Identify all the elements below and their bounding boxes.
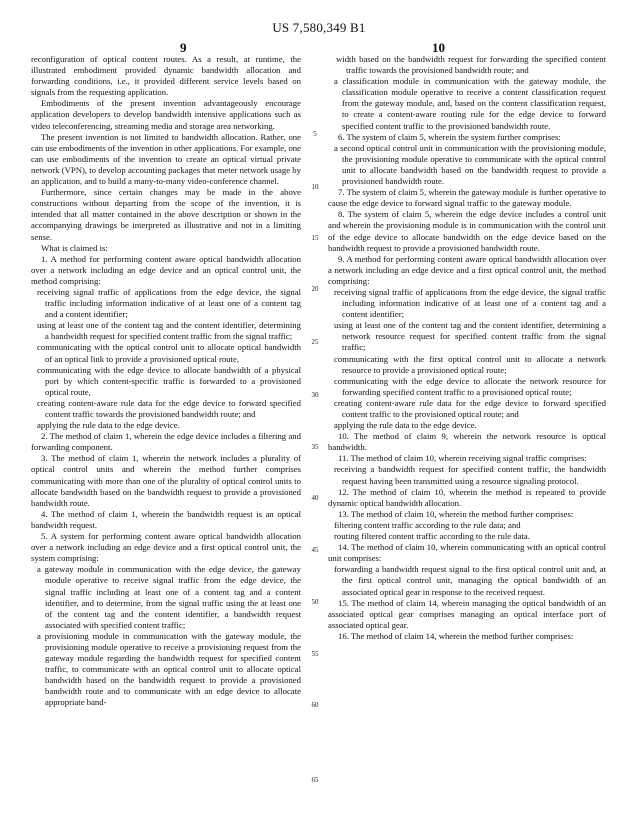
line-number: 35: [311, 443, 319, 451]
claim-step: width based on the bandwidth request for forwarding the specified content traffic towards the provisioned bandwidth route; and: [336, 54, 606, 76]
line-number: 10: [311, 183, 319, 191]
claim: 5. A system for performing content aware optical bandwidth allocation over a network including an edge device and a first optical control unit, the system comprising:: [31, 531, 301, 564]
right-text-column: [328, 54, 606, 642]
page-number-left: 9: [180, 40, 187, 55]
claim: 3. The method of claim 1, wherein the network includes a plurality of optical control units and wherein the method further comprises communicating with more than one of the plurality of optical control units to allocate bandwidth based on the bandwidth request to provide a provisioned bandwidth route.: [31, 453, 301, 508]
claim: 10. The method of claim 9, wherein the network resource is optical bandwidth.: [328, 431, 606, 453]
claim-step: a classification module in communication with the gateway module, the classification module operative to receive a content classification request from the gateway module, and, based on the content classification request, to create a content-aware routing rule for the edge device to forward specified content traffic to the provisioned bandwidth route.: [334, 76, 606, 131]
claim: 9. A method for performing content aware optical bandwidth allocation over a network including an edge device and a first optical control unit, the method comprising:: [328, 253, 606, 286]
claim-step: forwarding a bandwidth request signal to the first optical control unit and, at the first optical control unit, managing the optical bandwidth of an associated optical gear in response to the received request.: [334, 564, 606, 597]
claim-step: a second optical control unit in communication with the provisioning module, the provisioning module operative to communicate with the optical control unit to allocate bandwidth based on the bandwidth request to provide a provisioned bandwidth route.: [334, 142, 606, 187]
claim-step: applying the rule data to the edge device.: [334, 420, 477, 431]
claim: 11. The method of claim 10, wherein receiving signal traffic comprises:: [338, 453, 587, 464]
claim-step: creating content-aware rule data for the edge device to forward specified content traffic to the provisioned optical route; and: [334, 397, 606, 419]
paragraph: reconfiguration of optical content routes. As a result, at runtime, the illustrated embodiment provided dynamic bandwidth allocation and forwarding conditions, i.e., it provided different service levels based on signals from the requesting application.: [31, 54, 301, 98]
paragraph: Embodiments of the present invention advantageously encourage application developers to develop bandwidth intensive applications such as video teleconferencing, streaming media and storage area networking.: [31, 98, 301, 131]
line-number: 40: [311, 494, 319, 502]
line-number: 65: [311, 776, 319, 784]
claim-step: receiving signal traffic of applications from the edge device, the signal traffic including information indicative of at least one of a content tag and a content identifier;: [334, 286, 606, 320]
claim-step: communicating with the edge device to allocate bandwidth of a physical port by which content-specific traffic is forwarded to a provisioned optical route,: [37, 364, 301, 397]
claims-intro: What is claimed is:: [41, 242, 108, 253]
claim: 16. The method of claim 14, wherein the method further comprises:: [338, 630, 574, 641]
left-text-column: [31, 54, 301, 709]
claim-step: communicating with the edge device to allocate the network resource for forwarding specified content traffic to a provisioned optical route;: [334, 375, 606, 397]
claim-step: filtering content traffic according to the rule data; and: [334, 519, 521, 530]
claim-step: using at least one of the content tag and the content identifier, determining a bandwidth request for specified content traffic from the signal traffic;: [37, 320, 301, 342]
claim: 8. The system of claim 5, wherein the edge device includes a control unit and wherein the provisioning module is in communication with the control unit of the edge device to allocate bandwidth on the edge device based on the bandwidth request to provide a provisioned bandwidth route.: [328, 209, 606, 253]
line-number: 50: [311, 598, 319, 606]
claim-step: a provisioning module in communication with the gateway module, the provisioning module operative to receive a provisioning request from the gateway module regarding the bandwidth request for specified content traffic, to communicate with an optical control unit to allocate optical bandwidth based on the bandwidth request to provide a provisioned bandwidth route and to communicate with an edge device to allocate appropriate band-: [37, 630, 301, 708]
claim-step: creating content-aware rule data for the edge device to forward specified content traffic towards the provisioned bandwidth route; and: [37, 397, 301, 419]
claim-step: receiving a bandwidth request for specified content traffic, the bandwidth request having been transmitted using a resource signaling protocol.: [334, 464, 606, 486]
claim-step: using at least one of the content tag and the content identifier, determining a network resource request for specified content traffic from the signal traffic;: [334, 320, 606, 353]
line-number: 60: [311, 701, 319, 709]
line-number: 25: [311, 338, 319, 346]
line-number: 55: [311, 650, 319, 658]
line-number: 15: [311, 234, 319, 242]
claim: 13. The method of claim 10, wherein the method further comprises:: [338, 508, 574, 519]
claim: 15. The method of claim 14, wherein managing the optical bandwidth of an associated optical gear comprises managing an optical interface port of associated optical gear.: [328, 597, 606, 630]
paragraph: Furthermore, since certain changes may be made in the above constructions without departing from the scope of the invention, it is intended that all matter contained in the above description or shown in the accompanying drawings be interpreted as illustrative and not in a limiting sense.: [31, 187, 301, 242]
claim-step: routing filtered content traffic according to the rule data.: [334, 531, 530, 542]
claim-step: applying the rule data to the edge device.: [37, 420, 180, 431]
line-number: 5: [313, 130, 317, 138]
claim-step: a gateway module in communication with the edge device, the gateway module operative to receive signal traffic from the edge device, the signal traffic including at least one of a content tag and a content identifier, and to determine, from the signal traffic using the at least one of the content tag and the content identifier, a bandwidth request associated with specified content traffic;: [37, 564, 301, 630]
line-number: 45: [311, 546, 319, 554]
claim: 7. The system of claim 5, wherein the gateway module is further operative to cause the edge device to forward signal traffic to the gateway module.: [328, 187, 606, 209]
line-number: 20: [311, 285, 319, 293]
claim: 6. The system of claim 5, wherein the system further comprises:: [338, 131, 561, 142]
claim: 12. The method of claim 10, wherein the method is repeated to provide dynamic optical bandwidth allocation.: [328, 486, 606, 508]
paragraph: The present invention is not limited to bandwidth allocation. Rather, one can use embodiments of the invention in other applications. For example, one can use embodiments of the invention to create an optical virtual private network (VPN), to develop accounting packages that meter network usage by an application, and to build a many-to-many video-conference channel.: [31, 131, 301, 187]
page-number-right: 10: [432, 40, 445, 55]
claim-step: communicating with the optical control unit to allocate optical bandwidth of an optical link to provide a provisioned optical route,: [37, 342, 301, 364]
line-number: 30: [311, 391, 319, 399]
claim: 2. The method of claim 1, wherein the edge device includes a filtering and forwarding component.: [31, 431, 301, 453]
claim-step: receiving signal traffic of applications from the edge device, the signal traffic including information indicative of at least one of a content tag and a content identifier;: [37, 286, 301, 320]
claim-step: communicating with the first optical control unit to allocate a network resource to provide a provisioned optical route;: [334, 353, 606, 375]
claim: 14. The method of claim 10, wherein communicating with an optical control unit comprises:: [328, 542, 606, 564]
patent-number-header: US 7,580,349 B1: [272, 20, 366, 35]
claim: 4. The method of claim 1, wherein the bandwidth request is an optical bandwidth request.: [31, 508, 301, 530]
claim: 1. A method for performing content aware optical bandwidth allocation over a network including an edge device and an optical control unit, the method comprising:: [31, 253, 301, 286]
